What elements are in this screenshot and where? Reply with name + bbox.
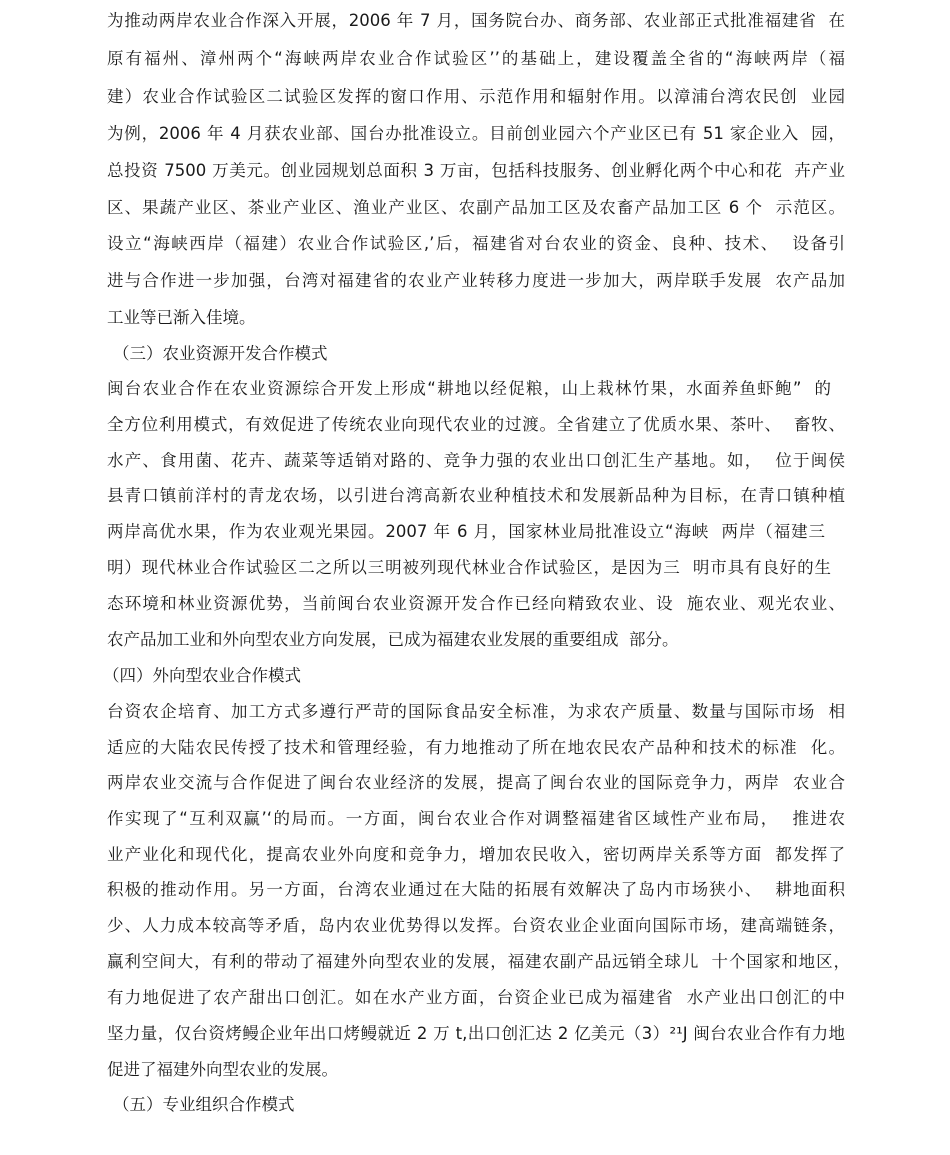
text-line: 建）农业合作试验区二试验区发挥的窗口作用、示范作用和辐射作用。以漳浦台湾农民创 业园 [107,87,845,106]
text-line: 全方位利用模式，有效促进了传统农业向现代农业的过渡。全省建立了优质水果、茶叶、 畜牧、 [107,415,845,434]
text-line: 工业等已渐入佳境。 [107,308,256,327]
section-heading: （三）农业资源开发合作模式 [113,344,328,363]
text-line: 闽台农业合作在农业资源综合开发上形成“耕地以经促粮，山上栽林竹果，水面养鱼虾鲍” 的 [107,379,831,398]
text-line: 坚力量，仅台资烤鳗企业年出口烤鳗就近 2 万 t,出口创汇达 2 亿美元（3）²¹J 闽台农业合作有力地 [107,1024,845,1043]
text-line: 少、人力成本较高等矛盾，岛内农业优势得以发挥。台资农业企业面向国际市场，建高端链条， [107,916,845,935]
text-line: 明）现代林业合作试验区二之所以三明被列现代林业合作试验区，是因为三 明市具有良好的生 [107,558,831,577]
text-line: 两岸高优水果，作为农业观光果园。2007 年 6 月，国家林业局批准设立“海峡 两岸（福建三 [107,522,825,541]
text-line: 为例，2006 年 4 月获农业部、国台办批准设立。目前创业园六个产业区已有 51 家企业入 园， [107,124,845,143]
text-line: 促进了福建外向型农业的发展。 [107,1060,338,1079]
text-line: 农产品加工业和外向型农业方向发展，已成为福建农业发展的重要组成 部分。 [107,630,679,649]
section-heading: （四）外向型农业合作模式 [103,666,301,685]
text-line: 作实现了“互利双赢’‘的局而。一方面，闽台农业合作对调整福建省区域性产业布局， 推进农 [107,809,845,828]
text-line: 台资农企培育、加工方式多遵行严苛的国际食品安全标准，为求农产质量、数量与国际市场 相 [107,702,845,721]
text-line: 两岸农业交流与合作促进了闽台农业经济的发展，提高了闽台农业的国际竞争力，两岸 农业合 [107,773,845,792]
text-line: 适应的大陆农民传授了技术和管理经验，有力地推动了所在地农民农产品种和技术的标准 化。 [107,738,845,757]
text-line: 总投资 7500 万美元。创业园规划总面积 3 万亩，包括科技服务、创业孵化两个中心和花 卉产业 [107,161,845,180]
text-line: 赢利空间大，有利的带动了福建外向型农业的发展，福建农副产品远销全球儿 十个国家和地区， [107,952,850,971]
text-line: 县青口镇前洋村的青龙农场，以引进台湾高新农业种植技术和发展新品种为目标，在青口镇种植 [107,486,845,505]
text-line: 有力地促进了农产甜出口创汇。如在水产业方面，台资企业已成为福建省 水产业出口创汇的中 [107,988,845,1007]
text-line: 积极的推动作用。另一方面，台湾农业通过在大陆的拓展有效解决了岛内市场狭小、 耕地面积 [107,880,845,899]
text-line: 进与合作进一步加强，台湾对福建省的农业产业转移力度进一步加大，两岸联手发展 农产品加 [107,271,845,290]
text-line: 态环境和林业资源优势，当前闽台农业资源开发合作已经向精致农业、设 施农业、观光农业、 [107,594,845,613]
text-line: 设立“海峡西岸（福建）农业合作试验区,’后，福建省对台农业的资金、良种、技术、 设备引 [107,234,845,253]
text-line: 原有福州、漳州两个“海峡两岸农业合作试验区’’的基础上，建设覆盖全省的“海峡两岸（福 [107,49,845,68]
text-line: 业产业化和现代化，提高农业外向度和竞争力，增加农民收入，密切两岸关系等方面 都发挥了 [107,845,845,864]
section-heading: （五）专业组织合作模式 [113,1095,295,1114]
text-line: 水产、食用菌、花卉、蔬菜等适销对路的、竞争力强的农业出口创汇生产基地。如， 位于闽侯 [107,451,845,470]
text-line: 为推动两岸农业合作深入开展，2006 年 7 月，国务院台办、商务部、农业部正式批准福建省 在 [107,11,845,30]
text-line: 区、果蔬产业区、茶业产业区、渔业产业区、农副产品加工区及农畜产品加工区 6 个 示范区。 [107,198,845,217]
